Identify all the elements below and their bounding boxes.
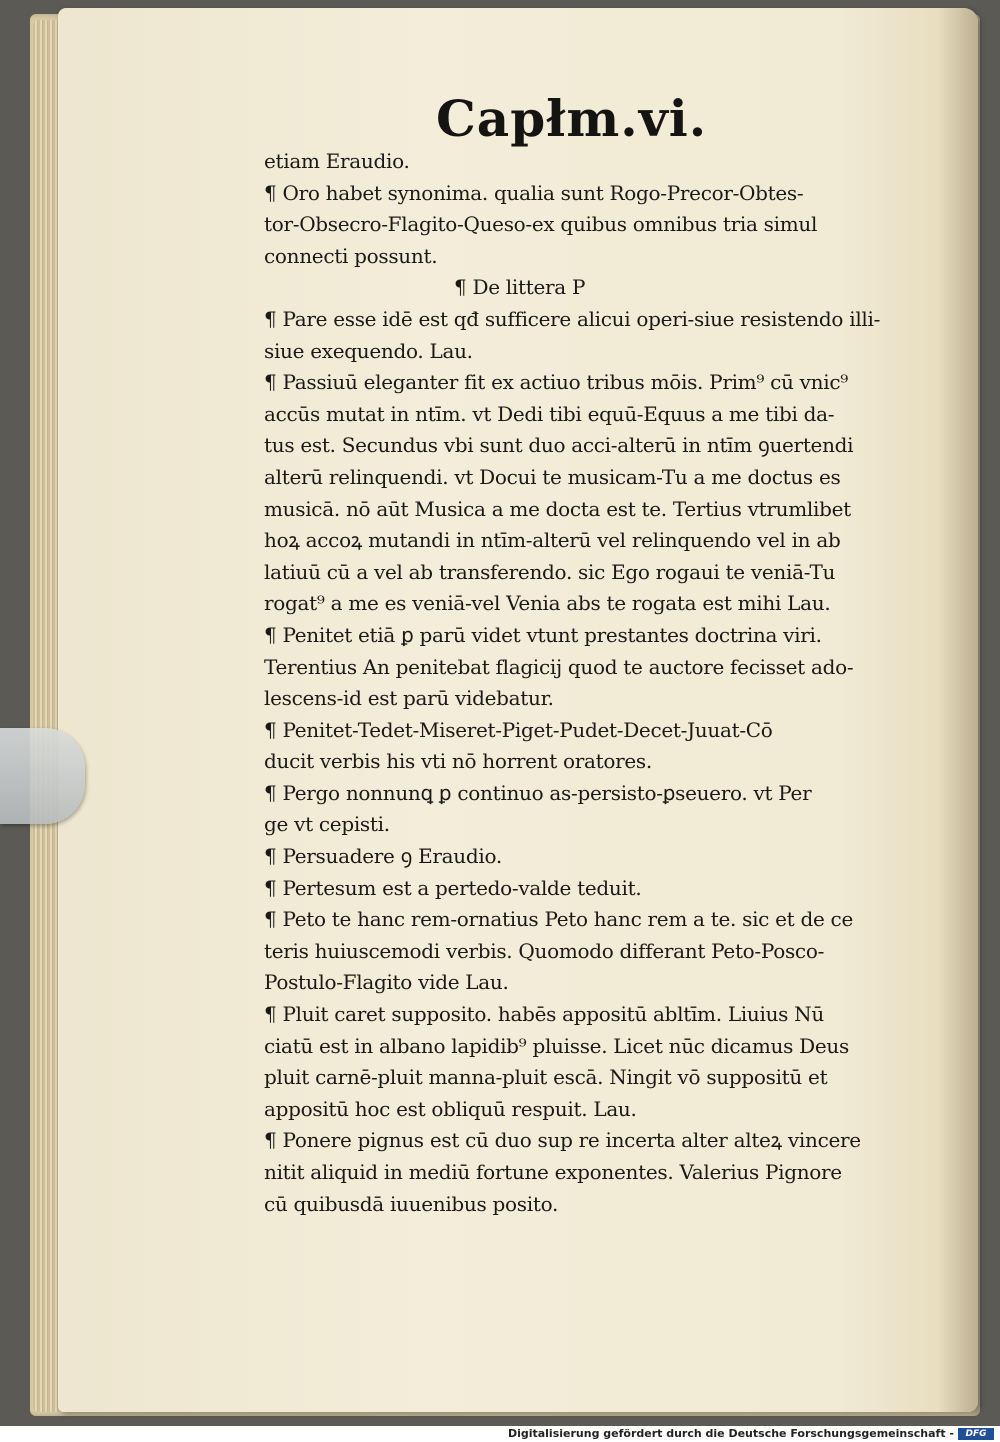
page-text — [264, 146, 896, 1220]
text-line: ge vt cepisti. — [264, 812, 390, 837]
text-line: ¶ Penitet-Tedet-Miseret-Piget-Pudet-Decet-Juuat-Cō — [264, 717, 773, 742]
text-line: etiam Eraudio. — [264, 149, 410, 173]
text-line: ducit verbis his vti nō horrent oratores. — [264, 749, 652, 774]
text-line: ¶ Penitet etiā ꝑ parū videt vtunt prestantes doctrina viri. — [264, 622, 822, 647]
text-line: ¶ Pertesum est a pertedo-valde teduit. — [264, 875, 642, 900]
text-line: tor-Obsecro-Flagito-Queso-ex quibus omnibus tria simul — [264, 212, 818, 237]
text-line: latiuū cū a vel ab transferendo. sic Ego rogaui te veniā-Tu — [264, 559, 836, 584]
text-line: ¶ De littera P — [454, 275, 586, 300]
chapter-heading: Capłm.vi. — [436, 89, 708, 148]
text-line: musicā. nō aūt Musica a me docta est te. Tertius vtrumlibet — [264, 496, 851, 521]
text-line: ¶ Pare esse idē est qđ sufficere alicui operi-siue resistendo illi- — [264, 306, 881, 331]
text-line: appositū hoc est obliquū respuit. Lau. — [264, 1096, 637, 1121]
text-line: accūs mutat in ntīm. vt Dedi tibi equū-Equus a me tibi da- — [264, 401, 835, 426]
text-line: ¶ Oro habet synonima. qualia sunt Rogo-Precor-Obtes- — [264, 180, 804, 205]
text-line: ¶ Peto te hanc rem-ornatius Peto hanc rem a te. sic et de ce — [264, 907, 853, 932]
dfg-logo: DFG — [958, 1428, 994, 1440]
text-line: ¶ Passiuū eleganter fit ex actiuo tribus mōis. Prim⁹ cū vnic⁹ — [264, 370, 848, 395]
text-line: cū quibusdā iuuenibus posito. — [264, 1191, 559, 1216]
text-line: ¶ Pluit caret supposito. habēs appositū abltīm. Liuius Nū — [264, 1002, 824, 1027]
text-line: siue exequendo. Lau. — [264, 338, 473, 363]
funding-notice: Digitalisierung gefördert durch die Deutsche Forschungsgemeinschaft - — [507, 1427, 954, 1440]
text-line: rogat⁹ a me es veniā-vel Venia abs te rogata est mihi Lau. — [264, 591, 831, 616]
text-line: Terentius An penitebat flagicij quod te auctore fecisset ado- — [264, 654, 854, 679]
text-line: nitit aliquid in mediū fortune exponentes. Valerius Pignore — [264, 1160, 842, 1184]
text-line: pluit carnē-pluit manna-pluit escā. Ningit vō suppositū et — [264, 1065, 828, 1090]
text-line: alterū relinquendi. vt Docui te musicam-Tu a me doctus es — [264, 464, 841, 489]
text-line: connecti possunt. — [264, 243, 438, 268]
text-line: ¶ Persuadere ꝯ Eraudio. — [264, 844, 502, 869]
text-line: lescens-id est parū videbatur. — [264, 686, 554, 711]
text-line: tus est. Secundus vbi sunt duo acci-alterū in ntīm ꝯuertendi — [264, 433, 854, 458]
text-line: Postulo-Flagito vide Lau. — [264, 970, 509, 995]
text-line: ¶ Pergo nonnunꝗ ꝑ continuo as-persisto-ꝑseuero. vt Per — [264, 780, 812, 805]
text-line: teris huiuscemodi verbis. Quomodo differant Peto-Posco- — [264, 938, 825, 963]
page-clip — [0, 728, 85, 824]
text-line: ciatū est in albano lapidib⁹ pluisse. Licet nūc dicamus Deus — [264, 1033, 849, 1058]
text-line: hoꝝ accoꝝ mutandi in ntīm-alterū vel relinquendo vel in ab — [264, 528, 841, 553]
text-line: ¶ Ponere pignus est cū duo sup re incerta alter alteꝝ vincere — [264, 1128, 861, 1153]
spine-shadow — [938, 8, 978, 1412]
